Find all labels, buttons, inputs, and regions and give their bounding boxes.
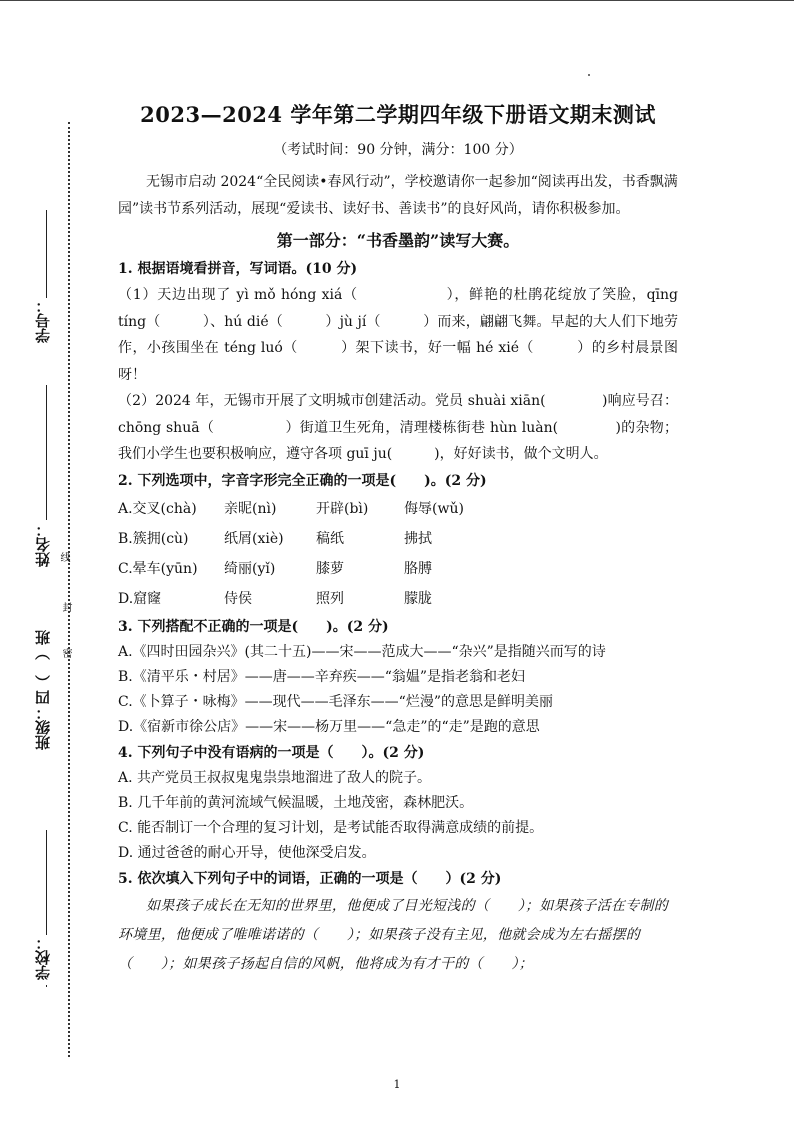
- question-5-passage: [118, 892, 678, 979]
- question-4-option-b: B. 几千年前的黄河流域气候温暖，土地茂密，森林肥沃。: [118, 794, 474, 811]
- name-blank: [46, 385, 47, 520]
- student-id-blank: [46, 210, 47, 298]
- question-3-option-c: C.《卜算子・咏梅》——现代——毛泽东——“烂漫”的意思是鲜明美丽: [118, 693, 553, 710]
- page-number: 1: [393, 1078, 401, 1091]
- option-item: 拂拭: [404, 530, 432, 547]
- question-2-option-a: [118, 494, 678, 524]
- question-4-option-d: D. 通过爸爸的耐心开导，使他深受启发。: [118, 844, 376, 861]
- option-item: 胳膊: [404, 560, 432, 577]
- question-2-option-c: [118, 554, 678, 584]
- question-4-option-c: C. 能否制订一个合理的复习计划，是考试能否取得满意成绩的前提。: [118, 819, 544, 836]
- option-item: 朦胧: [404, 590, 432, 607]
- question-2: [118, 469, 678, 614]
- school-label: 学校：: [34, 935, 52, 980]
- question-1: [118, 257, 678, 468]
- option-item: B.簇拥(cù): [118, 530, 189, 547]
- class-label: 班级：四（ ）班: [34, 630, 52, 750]
- option-item: 膝萝: [316, 560, 344, 577]
- question-4: [118, 741, 678, 866]
- student-id-label: 学号：: [34, 298, 52, 343]
- intro: [118, 169, 678, 223]
- question-3-title: 3. 下列搭配不正确的一项是( )。(2 分): [118, 618, 389, 635]
- name-label: 姓名：: [34, 522, 52, 567]
- section-title: 第一部分：“书香墨韵”读写大赛。: [276, 231, 520, 250]
- question-2-option-b: [118, 524, 678, 554]
- question-4-option-a: A. 共产党员王叔叔鬼鬼祟祟地溜进了敌人的院子。: [118, 769, 432, 786]
- top-rule: [0, 0, 794, 1]
- exam-content: [118, 100, 678, 979]
- question-3: [118, 615, 678, 740]
- option-item: A.交叉(chà): [118, 500, 197, 517]
- stray-dot: [588, 74, 590, 76]
- question-3-option-a: A.《四时田园杂兴》(其二十五)——宋——范成大——“杂兴”是指随兴而写的诗: [118, 643, 606, 660]
- option-item: 照列: [316, 590, 344, 607]
- option-item: 稿纸: [316, 530, 344, 547]
- binding-mark-seal: 封: [60, 602, 71, 612]
- binding-mark-line: 线: [58, 552, 69, 562]
- binding-margin: [0, 0, 100, 1123]
- option-item: 绮丽(yǐ): [224, 560, 276, 577]
- question-2-title: 2. 下列选项中，字音字形完全正确的一项是( )。(2 分): [118, 472, 487, 489]
- question-5: [118, 867, 678, 979]
- option-item: 开辟(bì): [316, 500, 369, 517]
- binding-mark-close: 密: [60, 648, 71, 658]
- option-item: 侮辱(wǔ): [404, 500, 464, 517]
- intro-text: 无锡市启动 2024“全民阅读•春风行动”，学校邀请你一起参加“阅读再出发，书香飘满园”读书节系列活动，展现“爱读书、读好书、善读书”的良好风尚，请你积极参加。: [118, 174, 678, 217]
- option-item: 纸屑(xiè): [224, 530, 284, 547]
- option-item: C.晕车(yūn): [118, 560, 198, 577]
- question-3-option-b: B.《清平乐・村居》——唐——辛弃疾——“翁媪”是指老翁和老妇: [118, 668, 526, 685]
- option-item: 亲昵(nì): [224, 500, 277, 517]
- school-blank-1: [46, 830, 47, 935]
- school-blank-2: [46, 985, 47, 987]
- question-1-part-2: （2）2024 年，无锡市开展了文明城市创建活动。党员 shuài xiān( )响应号召：chōng shuā（ ）街道卫生死角，清理楼栋街巷 hùn luàn( )的杂物；我们小学生也要积极响应，遵守各项 guī ju( )，好好读书，做个文明人。: [118, 393, 678, 462]
- exam-subtitle: （考试时间：90 分钟，满分：100 分）: [273, 142, 523, 158]
- question-1-title: 1. 根据语境看拼音，写词语。(10 分): [118, 261, 358, 277]
- question-5-title: 5. 依次填入下列句子中的词语，正确的一项是（ ）(2 分): [118, 870, 502, 887]
- question-3-option-d: D.《宿新市徐公店》——宋——杨万里——“急走”的“走”是跑的意思: [118, 718, 540, 735]
- question-1-part-1: （1）天边出现了 yì mǒ hóng xiá（ ），鲜艳的杜鹃花绽放了笑脸，qīng tíng（ ）、hú dié（ ）jù jí（ ）而来，翩翩飞舞。早起的大人们下地劳作，小孩围坐在 téng luó（ ）架下读书，好一幅 hé xié（ ）的乡村晨景图呀！: [118, 287, 678, 383]
- option-item: D.窟窿: [118, 590, 162, 607]
- exam-title: 2023—2024 学年第二学期四年级下册语文期末测试: [140, 102, 656, 127]
- question-2-option-d: [118, 584, 678, 614]
- question-4-title: 4. 下列句子中没有语病的一项是（ ）。(2 分): [118, 744, 425, 761]
- cut-line: [68, 122, 70, 1057]
- question-5-text: 如果孩子成长在无知的世界里，他便成了目光短浅的（ ）；如果孩子活在专制的环境里，他便成了唯唯诺诺的（ ）；如果孩子没有主见，他就会成为左右摇摆的（ ）；如果孩子扬起自信的风帆，他将成为有才干的（ ）；: [118, 897, 669, 972]
- option-item: 侍侯: [224, 590, 252, 607]
